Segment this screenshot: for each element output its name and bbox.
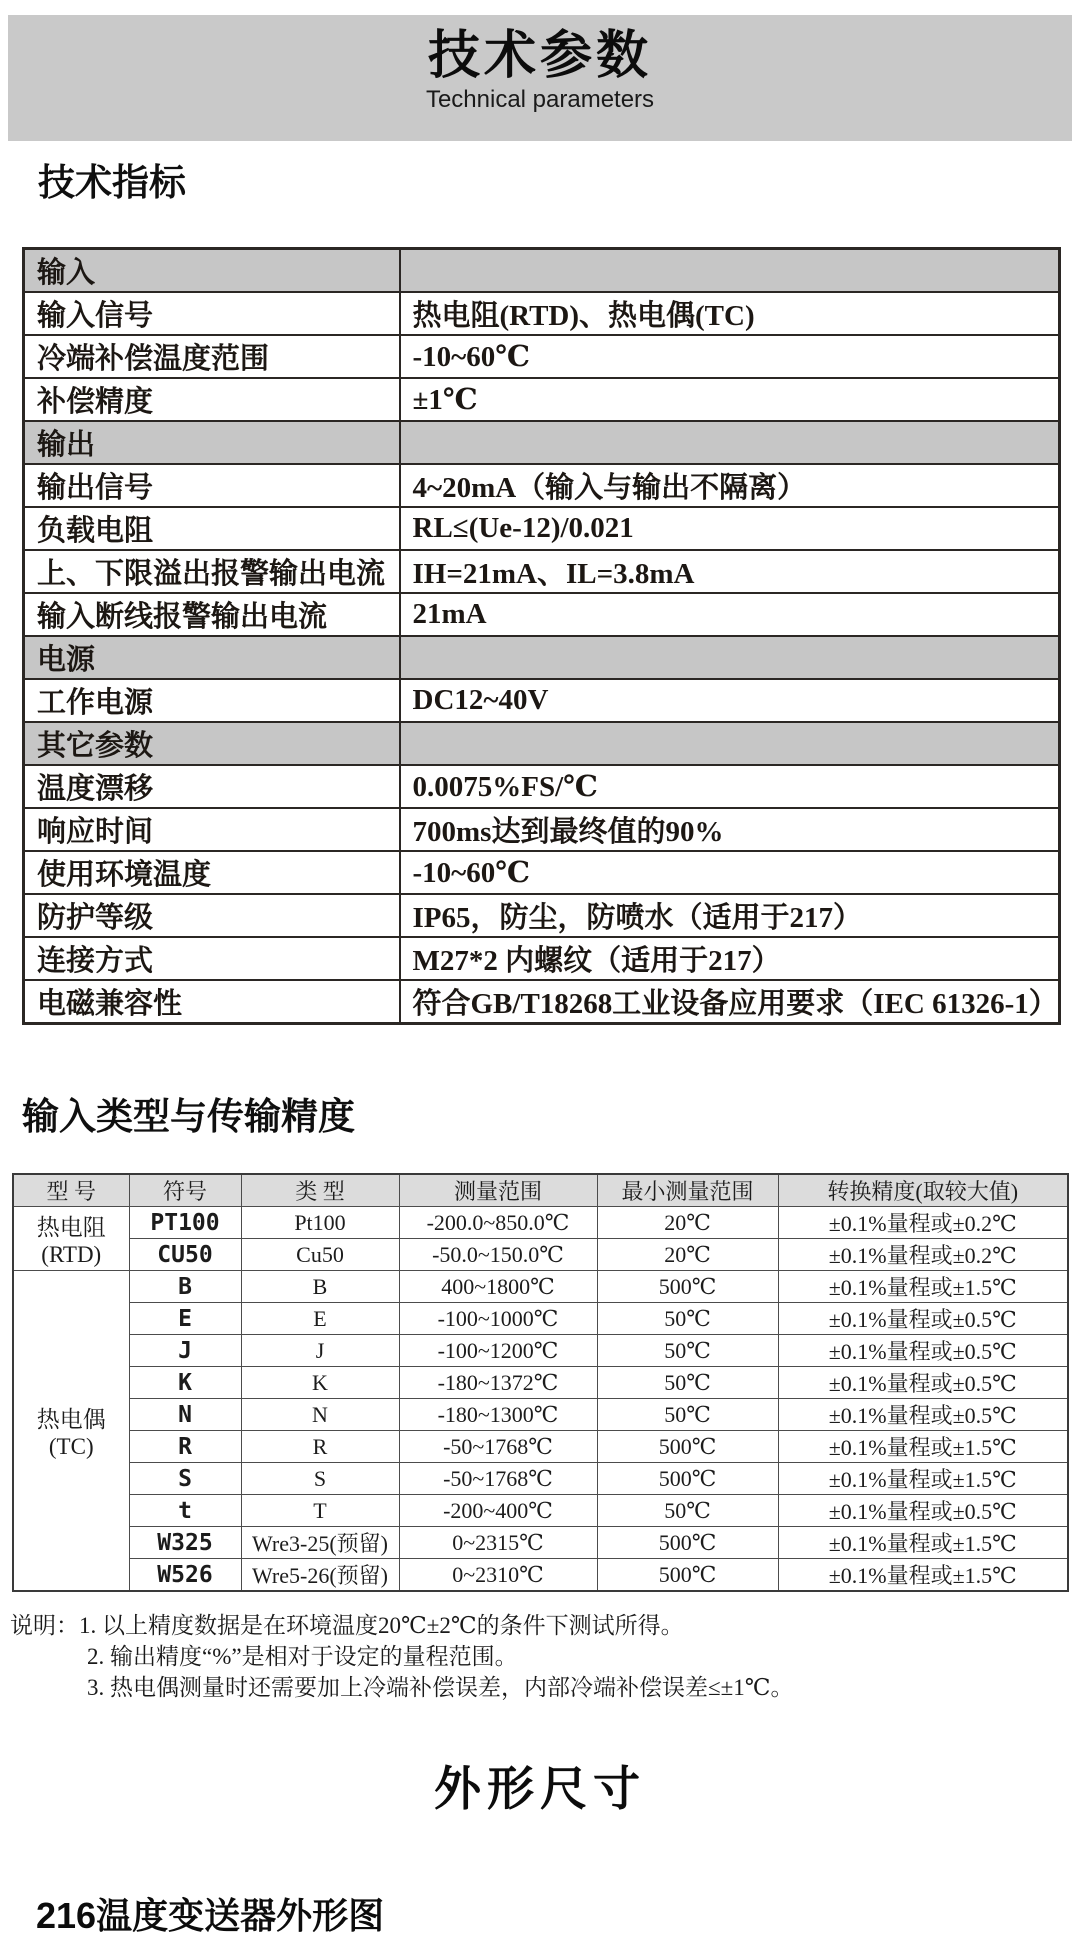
spec-value-cell: 热电阻(RTD)、热电偶(TC)	[400, 292, 1060, 335]
spec-row	[24, 980, 1060, 1024]
accuracy-cell: ±0.1%量程或±0.5℃	[778, 1495, 1068, 1527]
input-table-row	[13, 1335, 1068, 1367]
min-range-cell: 500℃	[597, 1463, 778, 1495]
spec-value-cell: DC12~40V	[400, 679, 1060, 722]
type-cell: B	[241, 1271, 399, 1303]
heading-input-types: 输入类型与传输精度	[22, 1096, 355, 1137]
input-table-row	[13, 1399, 1068, 1431]
spec-label-cell: 电源	[24, 636, 400, 679]
symbol-cell: J	[129, 1335, 241, 1367]
accuracy-cell: ±0.1%量程或±0.2℃	[778, 1207, 1068, 1239]
input-table-row	[13, 1271, 1068, 1303]
spec-row	[24, 335, 1060, 378]
type-cell: Pt100	[241, 1207, 399, 1239]
spec-value-cell: M27*2 内螺纹（适用于217）	[400, 937, 1060, 980]
spec-table-body	[24, 249, 1060, 1024]
symbol-cell: PT100	[129, 1207, 241, 1239]
symbol-cell: S	[129, 1463, 241, 1495]
accuracy-cell: ±0.1%量程或±1.5℃	[778, 1527, 1068, 1559]
spec-label-cell: 输入信号	[24, 292, 400, 335]
min-range-cell: 500℃	[597, 1527, 778, 1559]
range-cell: -180~1372℃	[399, 1367, 597, 1399]
heading-dimensions: 外形尺寸	[434, 1762, 646, 1815]
spec-value-cell	[400, 421, 1060, 464]
spec-row	[24, 851, 1060, 894]
spec-value-cell: 符合GB/T18268工业设备应用要求（IEC 61326-1）	[400, 980, 1060, 1024]
accuracy-cell: ±0.1%量程或±0.2℃	[778, 1239, 1068, 1271]
accuracy-cell: ±0.1%量程或±0.5℃	[778, 1335, 1068, 1367]
spec-label-cell: 防护等级	[24, 894, 400, 937]
input-table-row	[13, 1303, 1068, 1335]
spec-row	[24, 464, 1060, 507]
range-cell: -50~1768℃	[399, 1463, 597, 1495]
symbol-cell: K	[129, 1367, 241, 1399]
model-cell	[13, 1207, 129, 1271]
spec-row	[24, 808, 1060, 851]
min-range-cell: 20℃	[597, 1239, 778, 1271]
input-table-header-cell: 类 型	[241, 1174, 399, 1207]
min-range-cell: 500℃	[597, 1271, 778, 1303]
page-title: 技术参数	[427, 27, 652, 85]
type-cell: R	[241, 1431, 399, 1463]
symbol-cell: E	[129, 1303, 241, 1335]
input-table-row	[13, 1527, 1068, 1559]
spec-label-cell: 其它参数	[24, 722, 400, 765]
spec-value-cell: RL≤(Ue-12)/0.021	[400, 507, 1060, 550]
accuracy-cell: ±0.1%量程或±1.5℃	[778, 1271, 1068, 1303]
model-cell-line: (TC)	[48, 1434, 94, 1459]
spec-label-cell: 电磁兼容性	[24, 980, 400, 1024]
spec-row	[24, 507, 1060, 550]
spec-label-cell: 负载电阻	[24, 507, 400, 550]
min-range-cell: 20℃	[597, 1207, 778, 1239]
banner	[8, 15, 1072, 141]
spec-value-cell: 0.0075%FS/℃	[400, 765, 1060, 808]
spec-value-cell: -10~60℃	[400, 851, 1060, 894]
symbol-cell: t	[129, 1495, 241, 1527]
min-range-cell: 50℃	[597, 1303, 778, 1335]
note-item-2: 2. 输出精度“%”是相对于设定的量程范围。	[87, 1644, 518, 1669]
input-table-header-cell: 最小测量范围	[597, 1174, 778, 1207]
spec-label-cell: 上、下限溢出报警输出电流	[24, 550, 400, 593]
input-table-row	[13, 1431, 1068, 1463]
range-cell: -100~1200℃	[399, 1335, 597, 1367]
type-cell: J	[241, 1335, 399, 1367]
notes	[10, 1610, 1080, 1703]
min-range-cell: 500℃	[597, 1431, 778, 1463]
symbol-cell: N	[129, 1399, 241, 1431]
spec-section-row	[24, 421, 1060, 464]
spec-label-cell: 温度漂移	[24, 765, 400, 808]
model-cell-line: 热电阻	[36, 1215, 106, 1240]
note-line-1	[10, 1610, 1080, 1641]
spec-label-cell: 补偿精度	[24, 378, 400, 421]
spec-value-cell: IH=21mA、IL=3.8mA	[400, 550, 1060, 593]
spec-label-cell: 使用环境温度	[24, 851, 400, 894]
heading-outline-216: 216温度变送器外形图	[36, 1895, 385, 1936]
input-table-row	[13, 1367, 1068, 1399]
range-cell: -180~1300℃	[399, 1399, 597, 1431]
model-cell-line: 热电偶	[36, 1407, 106, 1432]
range-cell: -50.0~150.0℃	[399, 1239, 597, 1271]
accuracy-cell: ±0.1%量程或±0.5℃	[778, 1303, 1068, 1335]
type-cell: E	[241, 1303, 399, 1335]
spec-value-cell: -10~60℃	[400, 335, 1060, 378]
min-range-cell: 50℃	[597, 1335, 778, 1367]
range-cell: 0~2310℃	[399, 1559, 597, 1592]
model-cell	[13, 1271, 129, 1592]
symbol-cell: B	[129, 1271, 241, 1303]
spec-value-cell: 4~20mA（输入与输出不隔离）	[400, 464, 1060, 507]
heading-tech-specs: 技术指标	[38, 162, 186, 203]
spec-value-cell	[400, 249, 1060, 293]
input-table-header-cell: 转换精度(取较大值)	[778, 1174, 1068, 1207]
spec-value-cell	[400, 636, 1060, 679]
accuracy-cell: ±0.1%量程或±1.5℃	[778, 1559, 1068, 1592]
notes-prefix: 说明：	[10, 1613, 79, 1638]
symbol-cell: CU50	[129, 1239, 241, 1271]
document-page	[0, 15, 1080, 1937]
type-cell: Wre5-26(预留)	[241, 1559, 399, 1592]
input-table-row	[13, 1495, 1068, 1527]
spec-label-cell: 输出信号	[24, 464, 400, 507]
input-types-table	[12, 1173, 1069, 1592]
spec-label-cell: 输入断线报警输出电流	[24, 593, 400, 636]
spec-label-cell: 冷端补偿温度范围	[24, 335, 400, 378]
accuracy-cell: ±0.1%量程或±0.5℃	[778, 1399, 1068, 1431]
input-table-header-cell: 符号	[129, 1174, 241, 1207]
accuracy-cell: ±0.1%量程或±1.5℃	[778, 1463, 1068, 1495]
spec-row	[24, 593, 1060, 636]
spec-label-cell: 输出	[24, 421, 400, 464]
type-cell: Wre3-25(预留)	[241, 1527, 399, 1559]
symbol-cell: R	[129, 1431, 241, 1463]
spec-value-cell: 700ms达到最终值的90%	[400, 808, 1060, 851]
symbol-cell: W325	[129, 1527, 241, 1559]
spec-section-row	[24, 636, 1060, 679]
type-cell: S	[241, 1463, 399, 1495]
spec-table	[22, 247, 1061, 1025]
symbol-cell: W526	[129, 1559, 241, 1592]
range-cell: -100~1000℃	[399, 1303, 597, 1335]
spec-row	[24, 765, 1060, 808]
spec-row	[24, 378, 1060, 421]
type-cell: T	[241, 1495, 399, 1527]
model-cell-line: (RTD)	[41, 1242, 102, 1267]
range-cell: 400~1800℃	[399, 1271, 597, 1303]
range-cell: 0~2315℃	[399, 1527, 597, 1559]
spec-value-cell: 21mA	[400, 593, 1060, 636]
spec-row	[24, 937, 1060, 980]
spec-row	[24, 679, 1060, 722]
type-cell: Cu50	[241, 1239, 399, 1271]
spec-row	[24, 292, 1060, 335]
input-table-header-cell: 测量范围	[399, 1174, 597, 1207]
range-cell: -200.0~850.0℃	[399, 1207, 597, 1239]
min-range-cell: 50℃	[597, 1399, 778, 1431]
spec-label-cell: 工作电源	[24, 679, 400, 722]
spec-value-cell: ±1℃	[400, 378, 1060, 421]
note-item-1: 1. 以上精度数据是在环境温度20℃±2℃的条件下测试所得。	[79, 1613, 684, 1638]
input-table-row	[13, 1559, 1068, 1592]
range-cell: -200~400℃	[399, 1495, 597, 1527]
note-item-3: 3. 热电偶测量时还需要加上冷端补偿误差，内部冷端补偿误差≤±1℃。	[87, 1675, 794, 1700]
accuracy-cell: ±0.1%量程或±0.5℃	[778, 1367, 1068, 1399]
range-cell: -50~1768℃	[399, 1431, 597, 1463]
min-range-cell: 50℃	[597, 1367, 778, 1399]
accuracy-cell: ±0.1%量程或±1.5℃	[778, 1431, 1068, 1463]
spec-row	[24, 894, 1060, 937]
spec-label-cell: 响应时间	[24, 808, 400, 851]
page-subtitle: Technical parameters	[425, 86, 655, 113]
min-range-cell: 500℃	[597, 1559, 778, 1592]
min-range-cell: 50℃	[597, 1495, 778, 1527]
spec-value-cell: IP65，防尘，防喷水（适用于217）	[400, 894, 1060, 937]
spec-section-row	[24, 722, 1060, 765]
spec-row	[24, 550, 1060, 593]
spec-section-row	[24, 249, 1060, 293]
spec-label-cell: 连接方式	[24, 937, 400, 980]
input-table-row	[13, 1239, 1068, 1271]
type-cell: K	[241, 1367, 399, 1399]
input-table-header-row	[13, 1174, 1068, 1207]
input-table-body	[13, 1207, 1068, 1592]
type-cell: N	[241, 1399, 399, 1431]
input-table-header-cell: 型 号	[13, 1174, 129, 1207]
spec-value-cell	[400, 722, 1060, 765]
spec-label-cell: 输入	[24, 249, 400, 293]
input-table-row	[13, 1207, 1068, 1239]
input-table-row	[13, 1463, 1068, 1495]
